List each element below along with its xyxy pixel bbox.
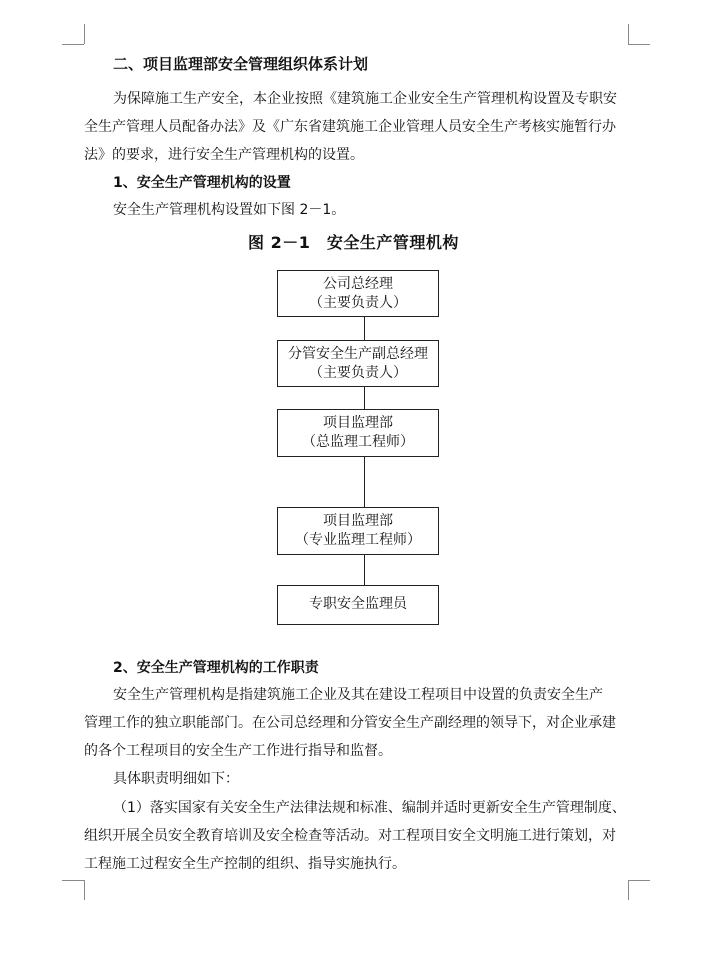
sub2-p3-line-3: 工程施工过程安全生产控制的组织、指导实施执行。 (84, 856, 406, 872)
sub2-p1-line-1: 安全生产管理机构是指建筑施工企业及其在建设工程项目中设置的负责安全生产 (113, 687, 603, 703)
org-box-general-manager (277, 270, 439, 317)
sub2-p3-line-1: （1）落实国家有关安全生产法律法规和标准、编制并适时更新安全生产管理制度、 (113, 800, 626, 816)
intro-line-2: 全生产管理人员配备办法》及《广东省建筑施工企业管理人员安全生产考核实施暂行办 (84, 119, 616, 135)
sub2-p1-line-2: 管理工作的独立职能部门。在公司总经理和分管安全生产副经理的领导下，对企业承建 (84, 715, 616, 731)
org-box-label: 分管安全生产副总经理 (288, 346, 428, 362)
org-box-safety-supervisor (277, 585, 439, 625)
org-box-project-dept-chief (277, 409, 439, 457)
org-box-deputy-manager (277, 340, 439, 387)
connector-2 (364, 387, 365, 409)
org-box-project-dept-specialist (277, 507, 439, 555)
sub2-p3-line-2: 组织开展全员安全教育培训及安全检查等活动。对工程项目安全文明施工进行策划，对 (84, 828, 616, 844)
corner-mark-bottom-left-h (62, 880, 84, 881)
figure-title: 图 2－1 安全生产管理机构 (248, 233, 459, 252)
org-box-sublabel: （主要负责人） (309, 365, 407, 381)
corner-mark-top-left-v (84, 24, 85, 44)
org-box-label: 专职安全监理员 (309, 596, 407, 612)
corner-mark-top-left-h (62, 44, 84, 45)
org-box-label: 公司总经理 (323, 276, 393, 292)
corner-mark-top-right-h (628, 44, 650, 45)
intro-line-3: 法》的要求，进行安全生产管理机构的设置。 (84, 147, 364, 163)
org-box-sublabel: （专业监理工程师） (295, 532, 421, 548)
sub2-p2: 具体职责明细如下： (113, 771, 239, 787)
subheading-1: 1、安全生产管理机构的设置 (113, 175, 291, 191)
corner-mark-bottom-right-h (628, 880, 650, 881)
org-box-sublabel: （主要负责人） (309, 295, 407, 311)
corner-mark-bottom-left-v (84, 880, 85, 900)
sub2-p1-line-3: 的各个工程项目的安全生产工作进行指导和监督。 (84, 743, 392, 759)
intro-line-1: 为保障施工生产安全，本企业按照《建筑施工企业安全生产管理机构设置及专职安 (113, 91, 617, 107)
connector-1 (364, 317, 365, 340)
org-box-label: 项目监理部 (323, 513, 393, 529)
sub1-text: 安全生产管理机构设置如下图 2－1。 (113, 202, 346, 218)
connector-4 (364, 555, 365, 585)
org-box-sublabel: （总监理工程师） (302, 434, 414, 450)
connector-3 (364, 457, 365, 507)
corner-mark-bottom-right-v (628, 880, 629, 900)
section-heading: 二、项目监理部安全管理组织体系计划 (113, 55, 369, 73)
org-box-label: 项目监理部 (323, 415, 393, 431)
corner-mark-top-right-v (628, 24, 629, 44)
subheading-2: 2、安全生产管理机构的工作职责 (113, 660, 319, 676)
